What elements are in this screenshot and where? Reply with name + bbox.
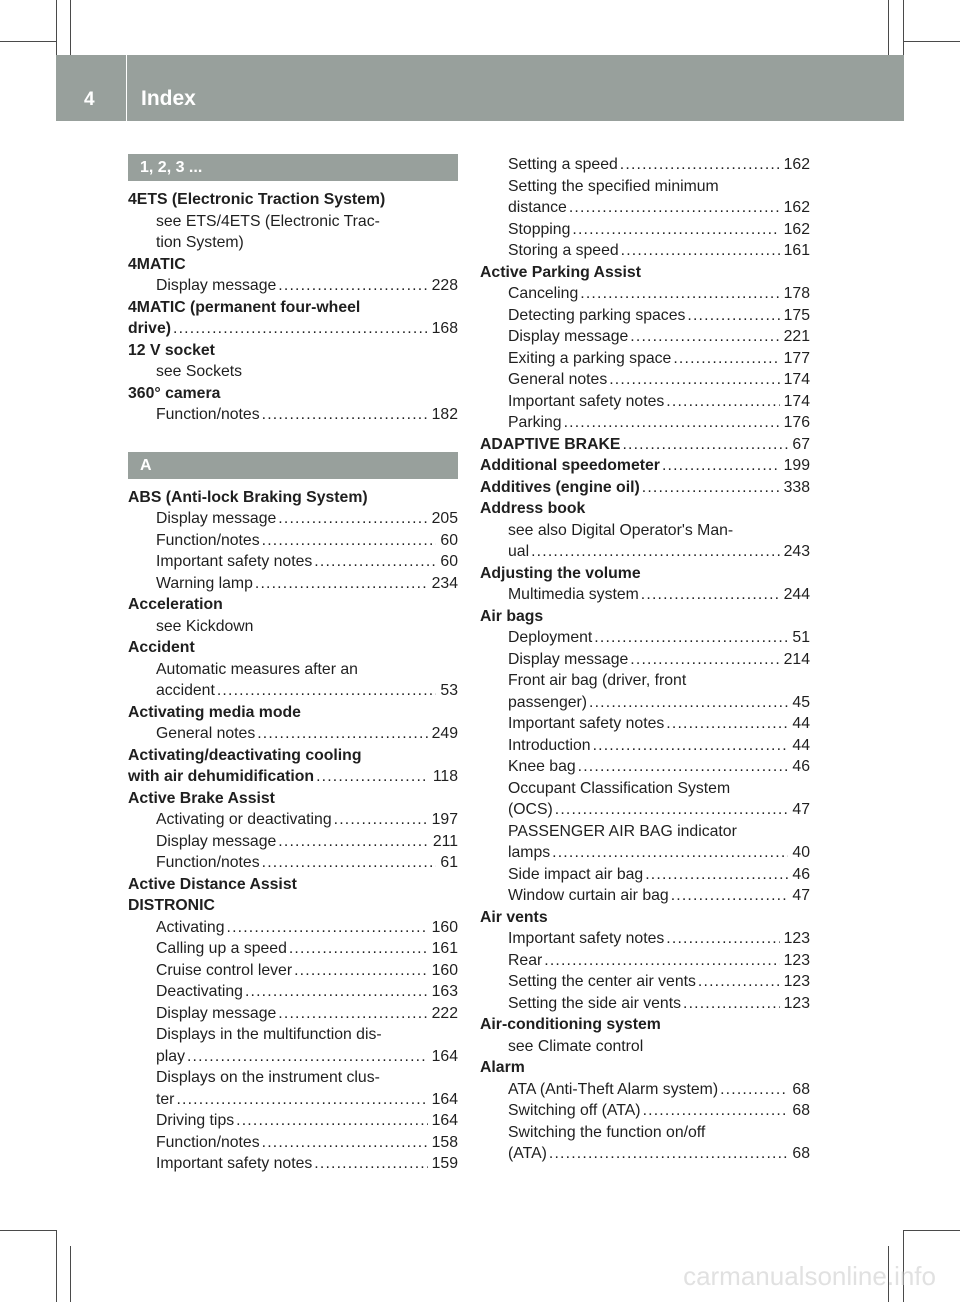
index-term: Driving tips — [156, 1112, 235, 1129]
index-subentry — [128, 404, 458, 426]
page-reference: 51 — [792, 629, 810, 646]
index-subentry — [480, 627, 810, 649]
page-reference: 176 — [783, 414, 810, 431]
dot-leader — [316, 766, 429, 788]
dot-leader — [687, 305, 779, 327]
dot-leader — [641, 584, 780, 606]
dot-leader — [262, 404, 428, 426]
index-heading: Air-conditioning system — [480, 1016, 661, 1033]
index-subentry: see ETS/4ETS (Electronic Trac- — [156, 212, 380, 230]
section-spacer — [128, 426, 458, 452]
page-reference: 162 — [783, 156, 810, 173]
dot-leader — [314, 551, 436, 573]
index-subentry — [480, 1143, 810, 1165]
page-reference: 222 — [431, 1004, 458, 1022]
index-subentry — [128, 530, 458, 552]
page-reference: 164 — [431, 1112, 458, 1129]
page-reference: 162 — [783, 199, 810, 216]
index-subentry — [128, 508, 458, 530]
page-reference: 164 — [431, 1090, 458, 1108]
index-term: Side impact air bag — [508, 865, 644, 883]
index-heading: Active Brake Assist — [128, 789, 275, 807]
dot-leader — [278, 508, 427, 530]
index-subentry: see Kickdown — [156, 617, 254, 635]
index-heading — [480, 455, 810, 477]
crop-mark — [56, 0, 57, 56]
dot-leader — [630, 649, 779, 671]
dot-leader — [643, 1100, 789, 1122]
index-heading — [128, 318, 458, 340]
index-heading: Acceleration — [128, 596, 223, 613]
index-subentry — [480, 197, 810, 219]
dot-leader — [549, 1143, 789, 1165]
index-term: Switching off (ATA) — [508, 1102, 641, 1119]
index-term: Storing a speed — [508, 242, 619, 259]
index-subentry: Displays in the multifunction dis- — [156, 1026, 382, 1043]
index-heading: Activating media mode — [128, 703, 301, 721]
dot-leader — [262, 530, 437, 552]
dot-leader — [622, 434, 788, 456]
page-reference: 205 — [431, 510, 458, 527]
dot-leader — [217, 680, 437, 702]
section-header: A — [128, 452, 458, 479]
index-term: Display message — [508, 328, 629, 345]
page-number: 4 — [84, 89, 95, 110]
index-subentry: tion System) — [156, 234, 244, 251]
index-heading — [480, 477, 810, 499]
dot-leader — [187, 1046, 428, 1068]
section-header: 1, 2, 3 ... — [128, 154, 458, 181]
dot-leader — [555, 799, 789, 821]
index-heading: Accident — [128, 639, 195, 656]
page-reference: 161 — [783, 242, 810, 259]
page-reference: 123 — [783, 930, 810, 947]
index-subentry — [480, 305, 810, 327]
dot-leader — [609, 369, 779, 391]
index-subentry: Switching the function on/off — [508, 1123, 706, 1141]
index-subentry — [128, 1132, 458, 1154]
dot-leader — [245, 981, 428, 1003]
index-term: Function/notes — [156, 406, 260, 423]
crop-mark — [0, 1230, 56, 1231]
page-reference: 68 — [792, 1102, 810, 1119]
index-subentry: see Sockets — [156, 363, 243, 380]
page-reference: 47 — [792, 887, 810, 904]
page-reference: 177 — [783, 349, 810, 367]
index-subentry — [480, 154, 810, 176]
index-term: Introduction — [508, 736, 591, 754]
index-subentry — [480, 391, 810, 413]
page-reference: 40 — [792, 844, 810, 861]
index-subentry — [128, 981, 458, 1003]
index-subentry — [128, 1110, 458, 1132]
index-term: Display message — [156, 277, 277, 294]
crop-mark — [0, 41, 56, 42]
page-reference: 182 — [431, 406, 458, 423]
dot-leader — [642, 477, 780, 499]
page-reference: 68 — [792, 1080, 810, 1098]
page-reference: 161 — [431, 940, 458, 957]
dot-leader — [620, 154, 780, 176]
page-reference: 118 — [432, 768, 458, 785]
index-term: Multimedia system — [508, 586, 639, 603]
page-reference: 162 — [783, 220, 810, 238]
page-reference: 160 — [431, 961, 458, 979]
dot-leader — [262, 852, 437, 874]
index-heading: 4ETS (Electronic Traction System) — [128, 191, 386, 208]
index-term: Important safety notes — [508, 392, 665, 410]
index-subentry — [480, 756, 810, 778]
page-reference: 160 — [431, 918, 458, 936]
crop-mark — [904, 41, 960, 42]
dot-leader — [580, 283, 779, 305]
index-subentry — [480, 348, 810, 370]
index-term: (ATA) — [508, 1145, 547, 1162]
page-reference: 53 — [440, 682, 458, 699]
index-heading — [480, 434, 810, 456]
page-reference: 44 — [792, 736, 810, 754]
index-term: Function/notes — [156, 1133, 260, 1151]
index-term: Warning lamp — [156, 574, 253, 592]
index-subentry — [480, 713, 810, 735]
index-term: Exiting a parking space — [508, 349, 672, 367]
index-subentry — [480, 326, 810, 348]
index-subentry: Occupant Classification System — [508, 779, 731, 797]
index-subentry — [128, 852, 458, 874]
dot-leader — [593, 735, 789, 757]
crop-mark — [904, 1230, 960, 1231]
dot-leader — [720, 1079, 788, 1101]
dot-leader — [334, 809, 428, 831]
dot-leader — [262, 1132, 428, 1154]
index-term: Calling up a speed — [156, 940, 287, 957]
page-reference: 214 — [783, 650, 810, 668]
dot-leader — [662, 455, 780, 477]
dot-leader — [589, 692, 788, 714]
dot-leader — [552, 842, 788, 864]
index-term: Important safety notes — [156, 1155, 313, 1172]
index-subentry — [128, 551, 458, 573]
index-subentry — [480, 864, 810, 886]
index-term: General notes — [156, 725, 256, 742]
page-reference: 249 — [431, 725, 458, 742]
index-subentry — [480, 842, 810, 864]
index-subentry: Setting the specified minimum — [508, 177, 719, 195]
index-subentry — [480, 885, 810, 907]
dot-leader — [564, 412, 780, 434]
index-heading: Address book — [480, 500, 586, 517]
dot-leader — [683, 993, 780, 1015]
index-subentry — [128, 680, 458, 702]
page-reference: 47 — [792, 801, 810, 818]
index-subentry — [480, 240, 810, 262]
dot-leader — [698, 971, 780, 993]
index-term: Window curtain air bag — [508, 887, 669, 904]
dot-leader — [578, 756, 789, 778]
index-term: distance — [508, 199, 567, 216]
dot-leader — [227, 917, 428, 939]
watermark: carmanualsonline.info — [683, 1261, 936, 1291]
index-heading: Activating/deactivating cooling — [128, 746, 362, 764]
dot-leader — [278, 1003, 427, 1025]
index-heading: Air bags — [480, 607, 544, 625]
index-term: Setting a speed — [508, 156, 618, 173]
index-subentry — [480, 993, 810, 1015]
index-subentry: see also Digital Operator's Man- — [508, 521, 734, 539]
index-heading: Air vents — [480, 908, 548, 926]
index-term: Display message — [156, 1004, 277, 1022]
dot-leader — [666, 713, 788, 735]
index-term: accident — [156, 682, 215, 699]
page-reference: 158 — [431, 1133, 458, 1151]
page-reference: 197 — [431, 811, 458, 828]
index-term: Important safety notes — [156, 553, 313, 570]
dot-leader — [569, 197, 780, 219]
dot-leader — [630, 326, 779, 348]
index-term: play — [156, 1047, 185, 1065]
dot-leader — [257, 723, 427, 745]
index-subentry — [128, 1003, 458, 1025]
dot-leader — [594, 627, 788, 649]
index-subentry — [480, 283, 810, 305]
dot-leader — [294, 960, 428, 982]
page-title: Index — [141, 87, 196, 110]
index-term: (OCS) — [508, 801, 553, 818]
index-subentry: PASSENGER AIR BAG indicator — [508, 822, 737, 840]
page-reference: 60 — [440, 531, 458, 549]
index-subentry — [480, 541, 810, 563]
index-term: Deactivating — [156, 983, 243, 1000]
index-column-left — [128, 154, 458, 1175]
index-subentry — [480, 412, 810, 434]
page-reference: 123 — [783, 973, 810, 990]
page-reference: 159 — [431, 1155, 458, 1172]
index-subentry: Displays on the instrument clus- — [156, 1069, 380, 1086]
index-term: passenger) — [508, 693, 588, 711]
index-term: Display message — [156, 832, 277, 850]
page-reference: 338 — [783, 478, 810, 496]
dot-leader — [173, 318, 428, 340]
page-reference: 234 — [431, 574, 458, 592]
index-subentry — [480, 971, 810, 993]
index-heading: ABS (Anti-lock Braking System) — [128, 488, 368, 506]
crop-mark — [888, 0, 889, 56]
index-heading: Active Distance Assist — [128, 875, 297, 893]
page-reference: 174 — [783, 371, 810, 388]
dot-leader — [621, 240, 780, 262]
index-term: drive) — [128, 320, 172, 337]
page-reference: 68 — [792, 1145, 810, 1162]
index-subentry — [128, 1046, 458, 1068]
dot-leader — [236, 1110, 428, 1132]
page-reference: 60 — [440, 553, 458, 570]
index-subentry — [480, 649, 810, 671]
index-term: Additional speedometer — [480, 457, 660, 474]
page-reference: 244 — [783, 586, 810, 603]
index-heading — [128, 766, 458, 788]
page-reference: 199 — [783, 457, 810, 474]
index-subentry — [480, 735, 810, 757]
page-reference: 45 — [792, 693, 810, 711]
page-reference: 61 — [440, 854, 458, 871]
index-term: Knee bag — [508, 758, 576, 775]
index-subentry: Front air bag (driver, front — [508, 672, 687, 689]
index-heading: 12 V socket — [128, 341, 215, 359]
page-reference: 175 — [783, 306, 810, 324]
page-reference: 211 — [432, 832, 458, 850]
index-subentry — [128, 723, 458, 745]
index-subentry — [480, 1100, 810, 1122]
page-reference: 46 — [792, 865, 810, 883]
index-subentry — [128, 809, 458, 831]
page-reference: 123 — [783, 951, 810, 969]
page-reference: 243 — [783, 543, 810, 560]
page-reference: 46 — [792, 758, 810, 775]
index-subentry — [480, 219, 810, 241]
index-term: ter — [156, 1090, 175, 1108]
index-term: Important safety notes — [508, 930, 665, 947]
crop-mark — [903, 0, 904, 56]
index-term: Activating or deactivating — [156, 811, 332, 828]
index-heading: 4MATIC — [128, 255, 186, 273]
dot-leader — [314, 1153, 427, 1175]
index-column-right — [480, 154, 810, 1165]
index-term: Canceling — [508, 285, 579, 302]
index-term: Setting the side air vents — [508, 994, 681, 1012]
crop-mark — [56, 1230, 57, 1302]
index-heading: 4MATIC (permanent four-wheel — [128, 298, 361, 316]
index-term: Important safety notes — [508, 715, 665, 732]
dot-leader — [572, 219, 779, 241]
index-subentry — [480, 950, 810, 972]
index-subentry — [480, 584, 810, 606]
dot-leader — [278, 275, 427, 297]
index-term: Function/notes — [156, 531, 260, 549]
index-term: Detecting parking spaces — [508, 306, 686, 324]
dot-leader — [531, 541, 780, 563]
page-reference: 164 — [431, 1047, 458, 1065]
index-heading: DISTRONIC — [128, 897, 215, 914]
page-reference: 163 — [431, 983, 458, 1000]
index-subentry — [128, 831, 458, 853]
dot-leader — [289, 938, 428, 960]
index-term: Cruise control lever — [156, 961, 293, 979]
index-subentry: Automatic measures after an — [156, 660, 358, 678]
index-term: Additives (engine oil) — [480, 478, 640, 496]
dot-leader — [671, 885, 789, 907]
index-term: ual — [508, 543, 530, 560]
index-heading: Active Parking Assist — [480, 263, 641, 281]
index-term: General notes — [508, 371, 608, 388]
page-reference: 174 — [783, 392, 810, 410]
index-subentry — [128, 938, 458, 960]
index-subentry — [128, 1153, 458, 1175]
dot-leader — [673, 348, 779, 370]
index-subentry — [480, 369, 810, 391]
index-term: with air dehumidification — [128, 768, 315, 785]
index-term: lamps — [508, 844, 551, 861]
index-term: ATA (Anti-Theft Alarm system) — [508, 1080, 719, 1098]
page-reference: 44 — [792, 715, 810, 732]
index-subentry — [128, 573, 458, 595]
index-subentry — [128, 1089, 458, 1111]
crop-mark — [70, 1246, 71, 1302]
dot-leader — [255, 573, 428, 595]
index-term: Activating — [156, 918, 225, 936]
index-term: Rear — [508, 951, 543, 969]
index-subentry — [480, 692, 810, 714]
page-reference: 123 — [783, 994, 810, 1012]
dot-leader — [544, 950, 779, 972]
dot-leader — [645, 864, 788, 886]
page-header — [56, 55, 904, 121]
dot-leader — [666, 928, 779, 950]
page-reference: 168 — [431, 320, 458, 337]
page-reference: 178 — [783, 285, 810, 302]
crop-mark — [70, 0, 71, 56]
index-term: Function/notes — [156, 854, 260, 871]
index-term: Display message — [156, 510, 277, 527]
index-term: Stopping — [508, 220, 571, 238]
index-subentry — [128, 275, 458, 297]
index-subentry — [480, 928, 810, 950]
index-term: Deployment — [508, 629, 593, 646]
dot-leader — [278, 831, 429, 853]
page-reference: 67 — [792, 435, 810, 453]
index-term: Setting the center air vents — [508, 973, 696, 990]
page-reference: 228 — [431, 277, 458, 294]
dot-leader — [666, 391, 779, 413]
index-term: ADAPTIVE BRAKE — [480, 435, 621, 453]
index-heading: Alarm — [480, 1059, 525, 1076]
index-subentry — [128, 917, 458, 939]
index-subentry — [480, 1079, 810, 1101]
index-term: Display message — [508, 650, 629, 668]
index-subentry — [128, 960, 458, 982]
index-term: Parking — [508, 414, 562, 431]
dot-leader — [176, 1089, 427, 1111]
index-heading: Adjusting the volume — [480, 564, 641, 582]
index-subentry — [480, 799, 810, 821]
index-heading: 360° camera — [128, 384, 221, 402]
page-reference: 221 — [783, 328, 810, 345]
header-divider — [126, 55, 127, 121]
index-subentry: see Climate control — [508, 1037, 644, 1055]
